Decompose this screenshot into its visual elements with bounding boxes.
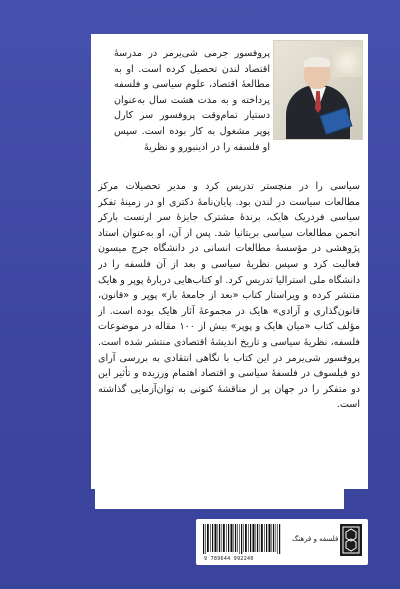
author-bio-body: سیاسی را در منچستر تدریس کرد و مدیر تحصیلات مرکز مطالعات سیاست در لندن بود. پایان‌نامهٔ دکتری او در زمینهٔ تفکر سیاسی فردریک هایک، برندهٔ مشترک جایزهٔ سر ارنست بارکر انجمن مطالعات سیاسی بریتانیا شد. پس از آن، او به‌عنوان استاد پژوهشی در مؤسسهٔ مطالعات انسانی در دانشگاه جرج میسون فعالیت کرد و سپس نظریهٔ سیاسی و بعد از آن فلسفه را در دانشگاه ملی استرالیا تدریس کرد. او کتاب‌هایی دربارهٔ پوپر و هایک منتشر کرده و ویراستار کتاب «بعد از جامعهٔ باز» پوپر و «قانون، قانون‌گذاری و آزادی» هایک در مجموعهٔ آثار هایک بوده است. از مؤلف کتاب «میان هایک و پوپر» بیش از ۱۰۰ مقاله در موضوعات فلسفه، نظریهٔ سیاسی و تاریخ اندیشهٔ اقتصادی منتشر شده است. پروفسور شی‌یرمر در این کتاب با نگاهی انتقادی به بررسی آرای دو فیلسوف در فلسفهٔ سیاسی و اقتصاد اهتمام ورزیده و تأثیر این دو متفکر را در جهان پر از مناقشهٔ کنونی به توان‌آزمایی گذاشته است.	[98, 181, 360, 411]
barcode-number: 9 789644 992240	[204, 556, 254, 562]
author-photo	[273, 40, 363, 140]
author-bio-intro: پروفسور جرمی شی‌یرمر در مدرسهٔ اقتصاد لندن تحصیل کرده است. او به مطالعهٔ اقتصاد، علوم سیاسی و فلسفه پرداخته و به مدت هشت سال به‌عنوان دستیار تمام‌وقت پروفسور سر کارل پوپر مشغول به کار بوده است. سپس او فلسفه را در ادینبورو و نظریهٔ	[114, 48, 270, 153]
publisher-logo-icon	[340, 524, 362, 556]
publisher-name: فلسفه و فرهنگ	[292, 535, 339, 543]
barcode-icon	[201, 522, 285, 556]
